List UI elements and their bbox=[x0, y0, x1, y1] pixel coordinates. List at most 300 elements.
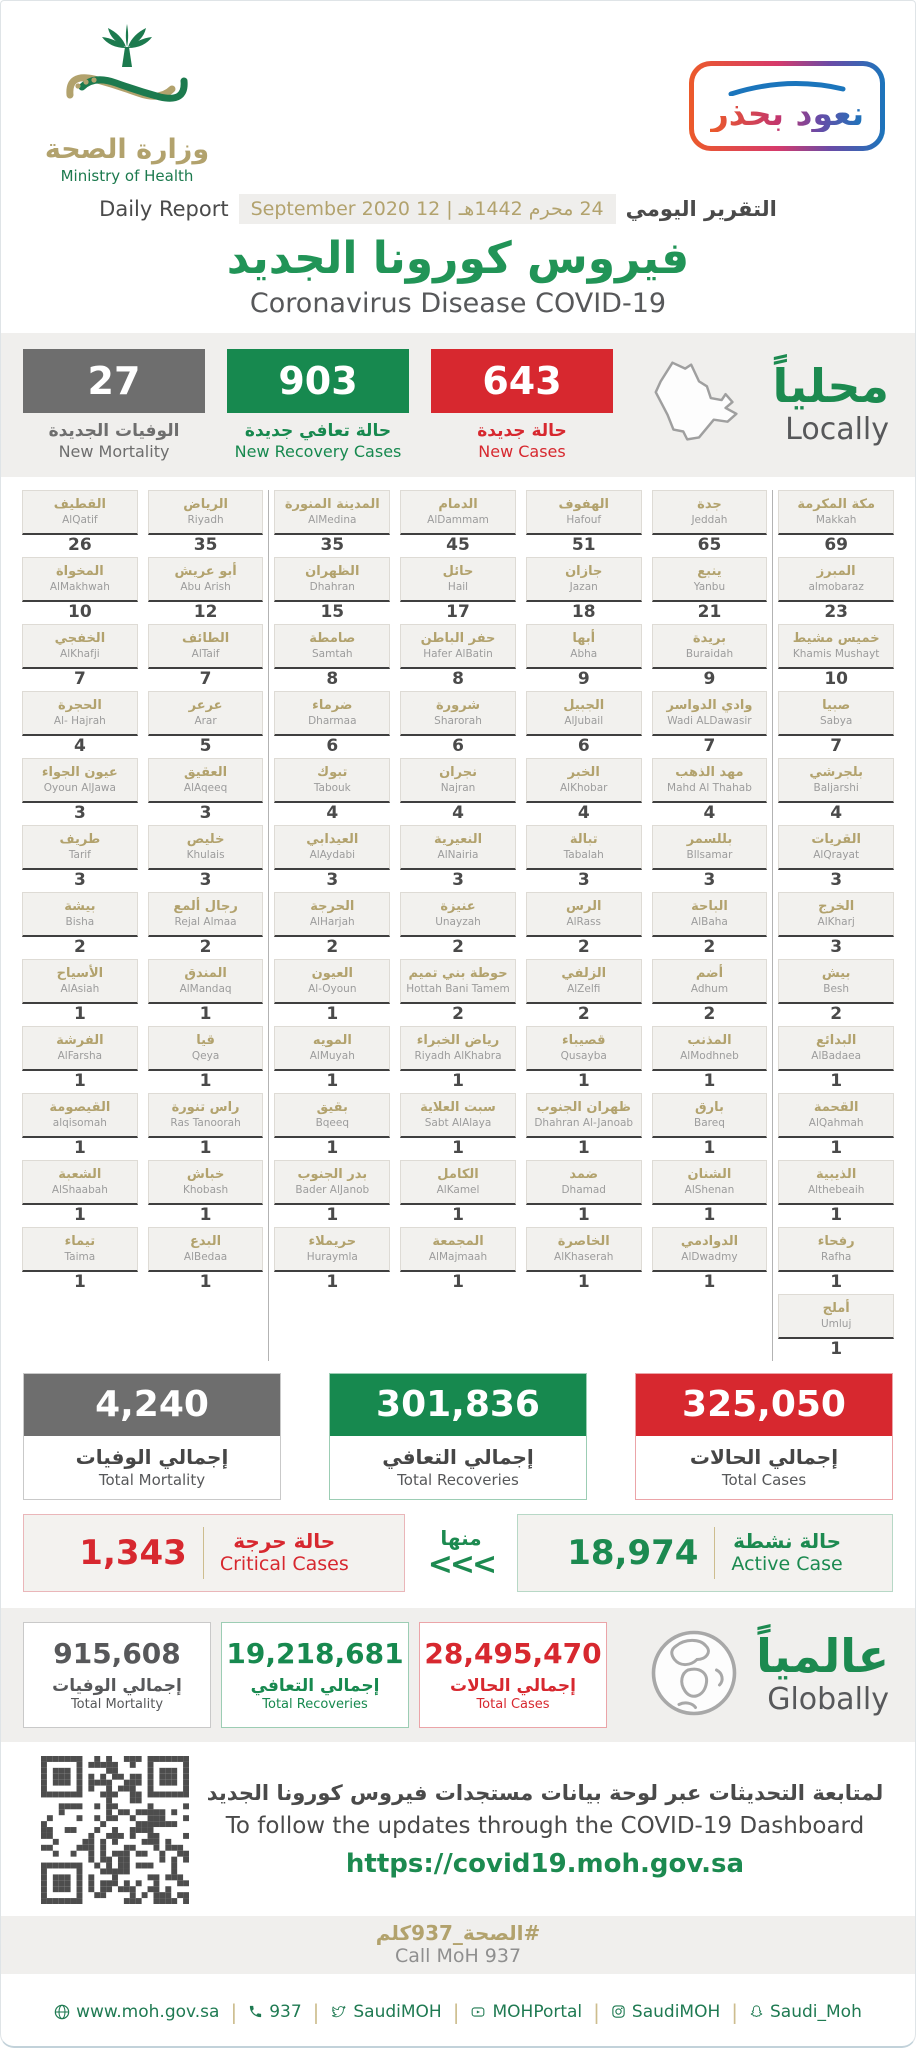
city-new-cases: 1 bbox=[703, 1070, 716, 1091]
city-new-cases: 4 bbox=[703, 802, 716, 823]
contact-phone-label: 937 bbox=[269, 2001, 302, 2022]
city-new-cases: 6 bbox=[577, 735, 590, 756]
city-name-ar: الزلفي bbox=[561, 966, 607, 982]
contact-phone[interactable] bbox=[248, 2002, 301, 2022]
city-tile bbox=[274, 892, 390, 959]
city-tile bbox=[22, 1093, 138, 1160]
city-new-cases: 1 bbox=[452, 1271, 464, 1292]
city-column bbox=[521, 490, 647, 1361]
city-tile bbox=[652, 691, 768, 758]
city-name-ar: ضرماء bbox=[312, 698, 353, 714]
city-name-ar: عيون الجواء bbox=[41, 765, 118, 781]
city-new-cases: 21 bbox=[697, 601, 722, 622]
city-name-ar: العيون bbox=[311, 966, 353, 982]
active-cases-label-ar: حالة نشطة bbox=[733, 1529, 842, 1554]
dashboard-url-link[interactable]: https://covid19.moh.gov.sa bbox=[345, 1848, 745, 1879]
city-name-en: Dhamad bbox=[561, 1183, 606, 1196]
city-name-ar: أملج bbox=[822, 1301, 850, 1317]
city-tile bbox=[652, 557, 768, 624]
city-name-en: AlNairia bbox=[437, 848, 479, 861]
city-name-en: AlZelfi bbox=[567, 982, 601, 995]
separator: | bbox=[312, 1999, 320, 2024]
city-new-cases: 4 bbox=[577, 802, 590, 823]
city-name-en: Qusayba bbox=[560, 1049, 607, 1062]
city-name-ar: رياض الخبراء bbox=[416, 1033, 500, 1049]
global-recoveries-box bbox=[221, 1622, 409, 1728]
city-new-cases: 8 bbox=[326, 668, 339, 689]
city-name-en: AlFarsha bbox=[57, 1049, 103, 1062]
city-tile bbox=[526, 959, 642, 1026]
dashboard-line-ar: لمتابعة التحديثات عبر لوحة بيانات مستجدات فيروس كورونا الجديد bbox=[206, 1780, 884, 1805]
total-cases-value: 325,050 bbox=[636, 1374, 892, 1436]
city-tile bbox=[778, 1160, 894, 1227]
locally-heading-en: Locally bbox=[785, 412, 889, 448]
city-tile bbox=[148, 825, 264, 892]
city-tile bbox=[22, 557, 138, 624]
global-cases-box bbox=[419, 1622, 607, 1728]
critical-cases-value: 1,343 bbox=[79, 1532, 187, 1573]
city-new-cases: 2 bbox=[703, 936, 716, 957]
city-name-ar: رفحاء bbox=[817, 1234, 855, 1250]
city-new-cases: 1 bbox=[703, 1204, 716, 1225]
city-name-ar: العقيق bbox=[184, 765, 228, 781]
contact-instagram[interactable] bbox=[611, 2002, 720, 2022]
city-name-en: Rejal Almaa bbox=[174, 915, 237, 928]
city-new-cases: 1 bbox=[452, 1070, 464, 1091]
city-name-ar: الظهران bbox=[305, 564, 360, 580]
city-tile bbox=[400, 1227, 516, 1294]
new-cases-stat bbox=[431, 349, 613, 461]
city-tile bbox=[778, 758, 894, 825]
city-tile bbox=[22, 490, 138, 557]
global-cases-value: 28,495,470 bbox=[424, 1637, 602, 1671]
city-tile bbox=[400, 490, 516, 557]
city-name-ar: الحجرة bbox=[57, 698, 102, 714]
city-tile bbox=[778, 1093, 894, 1160]
city-tile bbox=[526, 758, 642, 825]
city-new-cases: 10 bbox=[68, 601, 92, 622]
city-name-en: AlBedaa bbox=[183, 1250, 228, 1263]
city-name-ar: الرس bbox=[566, 899, 602, 915]
city-name-en: Riyadh bbox=[187, 513, 224, 526]
city-name-ar: أضم bbox=[695, 966, 724, 982]
city-new-cases: 1 bbox=[199, 1137, 212, 1158]
city-tile bbox=[778, 490, 894, 557]
city-name-en: Sharorah bbox=[434, 714, 482, 727]
city-new-cases: 2 bbox=[703, 1003, 716, 1024]
city-tile bbox=[400, 624, 516, 691]
city-name-ar: خباش bbox=[186, 1167, 225, 1183]
total-mortality-label-ar: إجمالي الوفيات bbox=[75, 1444, 229, 1469]
city-new-cases: 7 bbox=[199, 668, 212, 689]
new-mortality-label-ar: الوفيات الجديدة bbox=[48, 420, 180, 441]
dashboard-info bbox=[1, 1756, 915, 1904]
city-name-en: Besh bbox=[823, 982, 850, 995]
city-new-cases: 3 bbox=[830, 869, 843, 890]
total-recoveries-box bbox=[329, 1373, 587, 1500]
separator: | bbox=[731, 1999, 739, 2024]
city-tile bbox=[652, 490, 768, 557]
phone-icon bbox=[248, 2004, 263, 2019]
city-name-en: AlRass bbox=[566, 915, 601, 928]
city-name-ar: حوطة بني تميم bbox=[408, 966, 508, 982]
call-moh-word-ar: كلم bbox=[375, 1921, 412, 1946]
contact-twitter[interactable] bbox=[330, 2002, 441, 2022]
call-moh-band bbox=[1, 1916, 915, 1974]
city-name-en: AlKhobar bbox=[559, 781, 608, 794]
city-name-en: AlBadaea bbox=[811, 1049, 862, 1062]
city-name-en: Tabouk bbox=[313, 781, 351, 794]
city-tile bbox=[22, 1160, 138, 1227]
page-title-ar: فيروس كورونا الجديد bbox=[226, 233, 690, 284]
city-name-ar: صامطة bbox=[309, 631, 356, 647]
city-tile bbox=[148, 1026, 264, 1093]
city-tile bbox=[526, 1026, 642, 1093]
city-new-cases: 3 bbox=[452, 869, 464, 890]
globally-section bbox=[1, 1608, 915, 1742]
city-name-ar: عرعر bbox=[188, 698, 223, 714]
critical-cases-box bbox=[23, 1514, 405, 1592]
contact-snapchat-label: Saudi_Moh bbox=[770, 2001, 862, 2022]
city-new-cases: 2 bbox=[577, 1003, 590, 1024]
city-new-cases: 45 bbox=[446, 534, 470, 555]
city-name-ar: الجبيل bbox=[563, 698, 605, 714]
city-name-ar: الكامل bbox=[437, 1167, 479, 1183]
city-name-ar: خميس مشيط bbox=[792, 631, 880, 647]
city-tile bbox=[400, 691, 516, 758]
city-new-cases: 2 bbox=[452, 1003, 464, 1024]
city-tile bbox=[148, 624, 264, 691]
city-tile bbox=[274, 959, 390, 1026]
city-name-ar: المجمعة bbox=[432, 1234, 484, 1250]
city-name-en: AlBaha bbox=[691, 915, 728, 928]
city-name-en: AlAydabi bbox=[309, 848, 356, 861]
city-column bbox=[143, 490, 269, 1361]
city-name-en: Khulais bbox=[186, 848, 225, 861]
city-name-ar: تيماء bbox=[64, 1234, 96, 1250]
city-name-ar: القيصومة bbox=[49, 1100, 111, 1116]
city-tile bbox=[148, 557, 264, 624]
city-tile bbox=[778, 892, 894, 959]
total-mortality-label-en: Total Mortality bbox=[98, 1470, 206, 1489]
contact-youtube[interactable] bbox=[470, 2002, 582, 2022]
city-tile bbox=[526, 490, 642, 557]
city-name-ar: الخاصرة bbox=[557, 1234, 610, 1250]
city-new-cases: 35 bbox=[320, 534, 345, 555]
active-cases-value: 18,974 bbox=[567, 1532, 699, 1573]
badge-text: نعود بحذر bbox=[709, 93, 865, 133]
city-new-cases: 1 bbox=[452, 1137, 464, 1158]
city-name-ar: الشعبة bbox=[58, 1167, 102, 1183]
city-tile bbox=[274, 758, 390, 825]
city-tile bbox=[526, 1093, 642, 1160]
city-name-en: Makkah bbox=[815, 513, 857, 526]
city-tile bbox=[778, 959, 894, 1026]
city-tile bbox=[148, 1227, 264, 1294]
city-tile bbox=[22, 825, 138, 892]
city-name-en: Tarif bbox=[68, 848, 91, 861]
city-name-en: Khobash bbox=[182, 1183, 229, 1196]
city-name-ar: خليص bbox=[186, 832, 225, 848]
city-tile bbox=[400, 825, 516, 892]
chevrons-left-icon: <<< bbox=[427, 1546, 495, 1582]
call-moh-hashtag: #الصحة_937 bbox=[411, 1921, 541, 1946]
city-name-en: AlShenan bbox=[684, 1183, 735, 1196]
global-recoveries-label-ar: إجمالي التعافي bbox=[250, 1676, 380, 1697]
moh-logo-name-ar: وزارة الصحة bbox=[44, 134, 210, 165]
header bbox=[1, 1, 915, 189]
saudi-map-icon bbox=[641, 353, 759, 457]
city-name-en: Najran bbox=[440, 781, 476, 794]
city-name-en: Huraymla bbox=[306, 1250, 358, 1263]
city-name-ar: الرياض bbox=[183, 497, 228, 513]
city-name-en: Hafouf bbox=[566, 513, 602, 526]
city-name-en: AlMakhwah bbox=[49, 580, 110, 593]
report-label-ar: التقرير اليومي bbox=[625, 197, 777, 221]
city-new-cases: 1 bbox=[577, 1070, 590, 1091]
city-name-ar: الخفجي bbox=[54, 631, 106, 647]
city-new-cases: 9 bbox=[577, 668, 590, 689]
city-name-ar: رجال ألمع bbox=[173, 899, 238, 915]
of-which-indicator bbox=[428, 1526, 494, 1580]
city-name-ar: القحمة bbox=[813, 1100, 859, 1116]
city-tile bbox=[274, 490, 390, 557]
city-column bbox=[17, 490, 143, 1361]
global-recoveries-label-en: Total Recoveries bbox=[262, 1697, 368, 1713]
city-name-ar: الحرجة bbox=[310, 899, 355, 915]
contact-snapchat[interactable] bbox=[749, 2002, 862, 2022]
city-new-cases: 3 bbox=[73, 802, 86, 823]
city-name-en: Al- Hajrah bbox=[53, 714, 106, 727]
city-tile bbox=[400, 959, 516, 1026]
city-new-cases: 2 bbox=[577, 936, 590, 957]
city-new-cases: 10 bbox=[824, 668, 848, 689]
city-name-ar: الأسياح bbox=[56, 966, 104, 982]
city-tile bbox=[400, 1160, 516, 1227]
city-name-en: Unayzah bbox=[435, 915, 481, 928]
city-new-cases: 3 bbox=[199, 802, 212, 823]
city-new-cases: 1 bbox=[199, 1003, 212, 1024]
city-new-cases: 3 bbox=[577, 869, 590, 890]
city-name-en: Arar bbox=[194, 714, 217, 727]
global-mortality-label-en: Total Mortality bbox=[70, 1697, 164, 1713]
snapchat-icon bbox=[749, 2004, 764, 2019]
contacts-bar bbox=[1, 1974, 915, 2048]
city-name-ar: طريف bbox=[59, 832, 101, 848]
city-tile bbox=[400, 1093, 516, 1160]
city-tile bbox=[652, 624, 768, 691]
city-name-en: Oyoun AlJawa bbox=[43, 781, 116, 794]
cases-breakdown-row bbox=[1, 1514, 915, 1592]
global-recoveries-value: 19,218,681 bbox=[226, 1637, 404, 1671]
city-new-cases: 1 bbox=[199, 1070, 212, 1091]
city-new-cases: 1 bbox=[326, 1137, 339, 1158]
city-name-en: Hail bbox=[447, 580, 469, 593]
city-name-ar: مكة المكرمة bbox=[797, 497, 875, 513]
city-new-cases: 3 bbox=[703, 869, 716, 890]
city-name-en: AlAqeeq bbox=[183, 781, 228, 794]
city-name-en: AlAsiah bbox=[60, 982, 100, 995]
divider bbox=[714, 1527, 715, 1579]
new-mortality-stat bbox=[23, 349, 205, 461]
city-new-cases: 1 bbox=[73, 1003, 86, 1024]
city-new-cases: 8 bbox=[452, 668, 464, 689]
city-tile bbox=[274, 1093, 390, 1160]
city-name-ar: أبها bbox=[572, 631, 596, 647]
city-name-ar: النعيرية bbox=[433, 832, 483, 848]
city-new-cases: 1 bbox=[452, 1204, 464, 1225]
city-new-cases: 6 bbox=[326, 735, 339, 756]
city-new-cases: 1 bbox=[577, 1271, 590, 1292]
city-name-en: Umluj bbox=[820, 1317, 852, 1330]
city-name-ar: حريملاء bbox=[308, 1234, 357, 1250]
city-name-en: almobaraz bbox=[808, 580, 864, 593]
city-name-en: AlJubail bbox=[564, 714, 604, 727]
city-tile bbox=[148, 892, 264, 959]
city-new-cases: 1 bbox=[326, 1003, 339, 1024]
city-new-cases: 1 bbox=[830, 1204, 843, 1225]
city-new-cases: 7 bbox=[73, 668, 86, 689]
city-name-ar: قيا bbox=[196, 1033, 215, 1049]
city-new-cases: 15 bbox=[320, 601, 345, 622]
city-new-cases: 1 bbox=[73, 1070, 86, 1091]
city-new-cases: 51 bbox=[571, 534, 596, 555]
contact-website[interactable] bbox=[54, 2002, 219, 2022]
twitter-icon bbox=[330, 2004, 347, 2019]
global-mortality-box bbox=[23, 1622, 211, 1728]
city-new-cases: 17 bbox=[446, 601, 470, 622]
city-new-cases: 12 bbox=[193, 601, 218, 622]
city-tile bbox=[22, 1227, 138, 1294]
city-tile bbox=[148, 691, 264, 758]
city-new-cases: 4 bbox=[452, 802, 464, 823]
city-name-en: Bader AlJanob bbox=[295, 1183, 370, 1196]
city-tile bbox=[778, 557, 894, 624]
city-name-ar: قصيباء bbox=[562, 1033, 606, 1049]
city-name-ar: ظهران الجنوب bbox=[536, 1100, 631, 1116]
separator: | bbox=[593, 1999, 600, 2024]
city-name-ar: الفرشة bbox=[56, 1033, 104, 1049]
city-name-en: alqisomah bbox=[52, 1116, 107, 1129]
city-name-en: Hottah Bani Tamem bbox=[406, 982, 510, 995]
city-new-cases: 1 bbox=[326, 1070, 339, 1091]
city-name-ar: القريات bbox=[811, 832, 861, 848]
city-tile bbox=[526, 825, 642, 892]
city-name-en: AlKhafji bbox=[60, 647, 100, 660]
city-name-ar: جازان bbox=[565, 564, 603, 580]
city-name-ar: بريدة bbox=[692, 631, 726, 647]
city-name-ar: عنيزة bbox=[440, 899, 476, 915]
city-new-cases: 26 bbox=[68, 534, 92, 555]
city-new-cases: 1 bbox=[577, 1137, 590, 1158]
city-new-cases: 3 bbox=[326, 869, 339, 890]
city-name-en: Ras Tanoorah bbox=[170, 1116, 241, 1129]
city-name-en: AlKharj bbox=[817, 915, 855, 928]
city-tile bbox=[22, 691, 138, 758]
city-new-cases: 1 bbox=[577, 1204, 590, 1225]
city-name-en: AlMajmaah bbox=[428, 1250, 488, 1263]
city-tile bbox=[526, 624, 642, 691]
city-name-ar: سبت العلاية bbox=[420, 1100, 496, 1116]
city-tile bbox=[778, 1294, 894, 1361]
city-name-ar: وادي الدواسر bbox=[666, 698, 753, 714]
city-name-en: Dhahran bbox=[309, 580, 355, 593]
city-name-en: Al-Oyoun bbox=[308, 982, 357, 995]
city-name-ar: جدة bbox=[697, 497, 722, 513]
city-name-ar: الخرج bbox=[818, 899, 855, 915]
city-new-cases: 1 bbox=[73, 1137, 86, 1158]
locally-heading-ar: محلياً bbox=[772, 359, 889, 414]
city-name-ar: المدينة المنورة bbox=[284, 497, 380, 513]
city-name-en: Jeddah bbox=[691, 513, 728, 526]
city-name-ar: بيشة bbox=[64, 899, 96, 915]
total-mortality-value: 4,240 bbox=[24, 1374, 280, 1436]
city-name-ar: القطيف bbox=[53, 497, 106, 513]
city-name-en: Buraidah bbox=[685, 647, 734, 660]
city-name-en: AlShaabah bbox=[51, 1183, 108, 1196]
city-tile bbox=[652, 1093, 768, 1160]
city-tile bbox=[274, 1227, 390, 1294]
city-new-cases: 4 bbox=[326, 802, 339, 823]
city-name-ar: حائل bbox=[442, 564, 474, 580]
city-name-en: AlMedina bbox=[308, 513, 357, 526]
city-new-cases: 1 bbox=[830, 1137, 843, 1158]
city-tile bbox=[400, 758, 516, 825]
city-name-ar: الطائف bbox=[181, 631, 230, 647]
moh-logo-name-en: Ministry of Health bbox=[60, 166, 194, 185]
city-tile bbox=[22, 959, 138, 1026]
city-name-ar: بلجرشي bbox=[809, 765, 863, 781]
city-tile bbox=[400, 892, 516, 959]
city-name-en: Yanbu bbox=[693, 580, 726, 593]
global-cases-label-en: Total Cases bbox=[476, 1697, 550, 1713]
city-name-en: Bllsamar bbox=[686, 848, 733, 861]
city-tile bbox=[148, 959, 264, 1026]
total-recoveries-label-ar: إجمالي التعافي bbox=[382, 1444, 534, 1469]
totals-row bbox=[1, 1373, 915, 1500]
instagram-icon bbox=[611, 2004, 626, 2019]
city-new-cases: 2 bbox=[452, 936, 464, 957]
separator: | bbox=[230, 1999, 238, 2024]
city-name-en: Khamis Mushayt bbox=[792, 647, 880, 660]
city-name-ar: ضمد bbox=[569, 1167, 599, 1183]
city-name-ar: المذنب bbox=[687, 1033, 732, 1049]
global-cases-label-ar: إجمالي الحالات bbox=[450, 1676, 576, 1697]
city-name-ar: راس تنورة bbox=[171, 1100, 240, 1116]
city-name-en: AlQatif bbox=[62, 513, 98, 526]
city-name-ar: مهد الذهب bbox=[675, 765, 744, 781]
city-name-ar: شرورة bbox=[435, 698, 481, 714]
city-tile bbox=[148, 1160, 264, 1227]
city-tile bbox=[22, 758, 138, 825]
city-name-en: Baljarshi bbox=[813, 781, 859, 794]
critical-cases-label-ar: حالة حرجة bbox=[233, 1529, 336, 1554]
locally-heading bbox=[772, 359, 889, 448]
new-cases-value: 643 bbox=[431, 349, 613, 413]
city-new-cases: 23 bbox=[824, 601, 848, 622]
dashboard-line-en: To follow the updates through the COVID-19 Dashboard bbox=[225, 1812, 865, 1839]
city-tile bbox=[778, 1227, 894, 1294]
city-tile bbox=[652, 1026, 768, 1093]
city-name-ar: المندق bbox=[184, 966, 227, 982]
city-new-cases: 1 bbox=[326, 1204, 339, 1225]
city-new-cases: 1 bbox=[326, 1271, 339, 1292]
city-new-cases: 2 bbox=[830, 1003, 843, 1024]
city-name-en: Dharmaa bbox=[308, 714, 357, 727]
critical-cases-label-en: Critical Cases bbox=[219, 1553, 349, 1576]
city-name-ar: بدر الجنوب bbox=[297, 1167, 368, 1183]
city-name-en: AlMandaq bbox=[179, 982, 232, 995]
